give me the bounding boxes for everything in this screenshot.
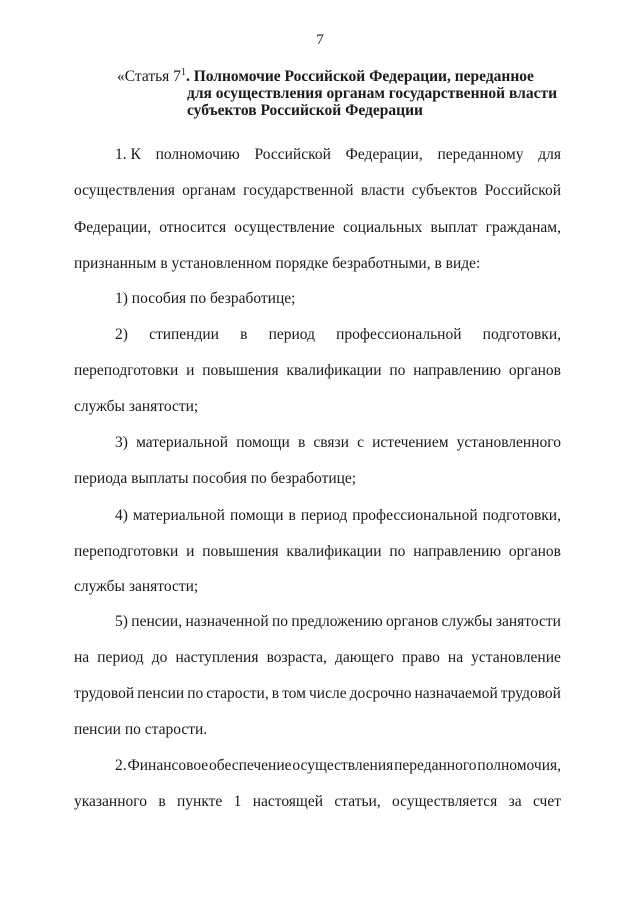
word: Федерации, (345, 146, 423, 163)
word: материальной (132, 507, 225, 524)
word: повышения (202, 543, 279, 560)
word: органам (182, 182, 236, 199)
word: настоящей (252, 793, 324, 810)
word: старости, (206, 685, 269, 702)
word: обеспечение (209, 757, 292, 774)
word: переданному (437, 146, 524, 163)
word: трудовой (74, 685, 135, 702)
word: в (297, 434, 306, 451)
word: на (74, 649, 90, 666)
word: гражданам, (485, 219, 561, 236)
word: установление (471, 649, 561, 666)
word: Федерации, (74, 219, 152, 236)
word: помощи (236, 434, 290, 451)
word: на (447, 649, 464, 666)
list-item-4-line3: службы занятости; (74, 578, 199, 595)
list-item-4-line1 (115, 507, 561, 525)
word: назначенной (185, 613, 269, 630)
word: досрочно (349, 685, 412, 702)
word: пенсии, (131, 613, 183, 630)
article-title-line3: субъектов Российской Федерации (187, 102, 423, 119)
word: 2. (115, 757, 127, 774)
word: Финансовое (127, 757, 209, 774)
paragraph2-line1 (115, 757, 561, 775)
word: по (272, 613, 289, 630)
word: истечением (372, 434, 449, 451)
list-item-5-line3 (74, 685, 561, 703)
list-item-5-line2 (74, 649, 561, 667)
word: переподготовки (74, 543, 179, 560)
list-item-5-line1 (115, 613, 561, 631)
word: профессиональной (352, 507, 478, 524)
word: органов (508, 362, 561, 379)
word: материальной (136, 434, 229, 451)
word: установленного (456, 434, 561, 451)
word: период (97, 649, 144, 666)
word: подготовки, (482, 326, 561, 343)
word: 3) (115, 434, 128, 451)
word: до (151, 649, 168, 666)
word: государственной (243, 182, 354, 199)
word: направлению (413, 543, 502, 560)
word: 1 (233, 793, 242, 810)
word: по (389, 362, 406, 379)
word: в (240, 326, 248, 343)
word: и (186, 543, 195, 560)
word: власти (360, 182, 405, 199)
word: для (538, 146, 561, 163)
word: занятости (495, 613, 561, 630)
list-item-5-line4: пенсии по старости. (74, 721, 208, 738)
word: по (187, 685, 204, 702)
list-item-1: 1) пособия по безработице; (115, 290, 296, 307)
word: осуществляется (392, 793, 498, 810)
page-number: 7 (316, 32, 324, 48)
word: по (389, 543, 406, 560)
word: относится (159, 219, 227, 236)
word: повышения (202, 362, 279, 379)
word: период (268, 326, 315, 343)
word: назначаемой (414, 685, 498, 702)
word: период (300, 507, 348, 524)
word: полномочия, (477, 757, 561, 774)
word: право (401, 649, 440, 666)
word: указанного (74, 793, 147, 810)
paragraph1-line1 (115, 146, 561, 164)
word: выплат (430, 219, 478, 236)
word: полномочию (155, 146, 240, 163)
word: с (357, 434, 364, 451)
word: органов (508, 543, 561, 560)
list-item-3-line1 (115, 434, 561, 452)
word: и (186, 362, 195, 379)
word: осуществления (74, 182, 175, 199)
word: счет (532, 793, 561, 810)
article-title-line2: для осуществления органам государственной власти (187, 85, 558, 102)
word: помощи (229, 507, 284, 524)
word: 4) (115, 507, 128, 524)
word: возраста, (266, 649, 327, 666)
word: дающего (334, 649, 394, 666)
word: переданного (394, 757, 477, 774)
word: стипендии (149, 326, 219, 343)
word: профессиональной (336, 326, 462, 343)
word: субъектов (411, 182, 478, 199)
list-item-2-line3: службы занятости; (74, 398, 199, 415)
list-item-2-line2 (74, 362, 561, 380)
word: Российской (254, 146, 331, 163)
article-heading (117, 68, 577, 119)
list-item-2-line1 (115, 326, 561, 344)
paragraph1-line4: признанным в установленном порядке безработными, в виде: (74, 255, 481, 272)
word: в (288, 507, 296, 524)
word: переподготовки (74, 362, 179, 379)
word: 2) (115, 326, 128, 343)
word: 5) (115, 613, 128, 630)
word: социальных (342, 219, 423, 236)
word: в (271, 685, 280, 702)
word: наступления (175, 649, 259, 666)
word: 1. К (115, 146, 141, 163)
word: числе (308, 685, 347, 702)
article-prefix: «Статья 7 (117, 68, 181, 85)
word: том (282, 685, 306, 702)
word: органов (386, 613, 439, 630)
word: направлению (413, 362, 502, 379)
word: в (158, 793, 166, 810)
article-title-line1: . Полномочие Российской Федерации, переданное (185, 68, 534, 85)
list-item-3-line2: периода выплаты пособия по безработице; (74, 470, 357, 487)
word: трудовой (500, 685, 561, 702)
word: службы (441, 613, 493, 630)
word: статьи, (334, 793, 381, 810)
word: за (508, 793, 522, 810)
paragraph1-line2 (74, 182, 561, 200)
paragraph2-line2 (74, 793, 561, 811)
word: пункте (176, 793, 223, 810)
word: Российской (484, 182, 561, 199)
word: осуществление (234, 219, 335, 236)
word: подготовки, (482, 507, 561, 524)
list-item-4-line2 (74, 543, 561, 561)
article-superscript: 1 (180, 66, 186, 78)
word: пенсии (137, 685, 185, 702)
word: квалификации (286, 362, 382, 379)
word: квалификации (286, 543, 382, 560)
word: связи (313, 434, 349, 451)
paragraph1-line3 (74, 219, 561, 237)
word: предложению (291, 613, 383, 630)
word: осуществления (292, 757, 394, 774)
